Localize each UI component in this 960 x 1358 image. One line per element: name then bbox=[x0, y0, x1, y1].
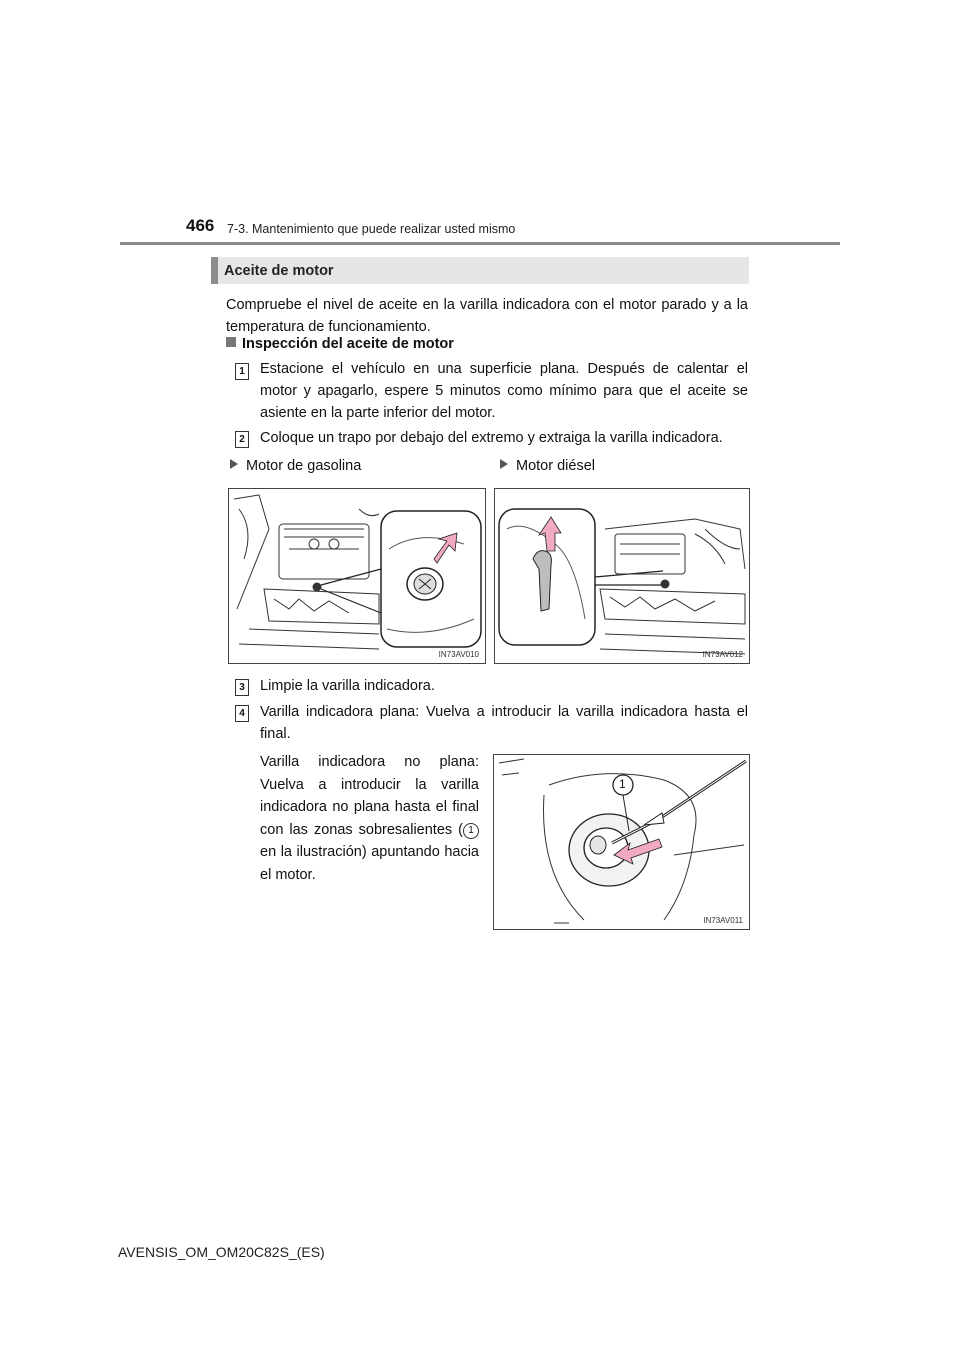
figure-code-dipstick: IN73AV011 bbox=[703, 916, 743, 925]
label-diesel bbox=[500, 458, 595, 474]
section-title: Aceite de motor bbox=[224, 263, 334, 279]
nonflat-text-after: en la ilustración) apuntando hacia el motor. bbox=[260, 844, 479, 883]
callout-number-inline: 1 bbox=[463, 823, 479, 839]
intro-paragraph: Compruebe el nivel de aceite en la varilla indicadora con el motor parado y a la temperatura de funcionamiento. bbox=[226, 297, 748, 335]
figure-callout-number: 1 bbox=[619, 777, 626, 791]
figure-code-gasoline: IN73AV010 bbox=[438, 650, 479, 659]
step-2-text: Coloque un trapo por debajo del extremo y extraiga la varilla indicadora. bbox=[260, 430, 723, 446]
nonflat-text-before: Varilla indicadora no plana: Vuelva a introducir la varilla indicadora no plana hasta el final con las zonas sobresalientes ( bbox=[260, 754, 479, 838]
subheading-text: Inspección del aceite de motor bbox=[242, 336, 454, 352]
triangle-bullet-icon bbox=[500, 459, 508, 469]
step-badge-2: 2 bbox=[235, 431, 249, 448]
figure-code-diesel: IN73AV012 bbox=[702, 650, 743, 659]
label-gasoline bbox=[230, 458, 361, 474]
figure-dipstick bbox=[493, 754, 750, 930]
figure-diesel-engine bbox=[494, 488, 750, 664]
step-3-text: Limpie la varilla indicadora. bbox=[260, 678, 435, 694]
figure-gasoline-engine bbox=[228, 488, 486, 664]
label-gasoline-text: Motor de gasolina bbox=[246, 458, 362, 474]
step-4-text: Varilla indicadora plana: Vuelva a introducir la varilla indicadora hasta el final. bbox=[260, 704, 748, 742]
gasoline-engine-illustration bbox=[229, 489, 485, 663]
step-badge-4: 4 bbox=[235, 705, 249, 722]
label-diesel-text: Motor diésel bbox=[516, 458, 595, 474]
step-badge-1: 1 bbox=[235, 363, 249, 380]
step-badge-3: 3 bbox=[235, 679, 249, 696]
triangle-bullet-icon bbox=[230, 459, 238, 469]
nonflat-dipstick-text bbox=[260, 751, 479, 886]
step-1-text: Estacione el vehículo en una superficie plana. Después de calentar el motor y apagarlo, espere 5 minutos como mínimo para que el aceite se asiente en la parte inferior del motor. bbox=[260, 361, 748, 421]
page-number: 466 bbox=[186, 216, 215, 235]
diesel-engine-illustration bbox=[495, 489, 749, 663]
subheading bbox=[226, 336, 454, 352]
header-divider bbox=[120, 242, 840, 245]
chapter-header: 7-3. Mantenimiento que puede realizar usted mismo bbox=[227, 222, 516, 236]
square-bullet-icon bbox=[226, 337, 236, 347]
footer-doc-id: AVENSIS_OM_OM20C82S_(ES) bbox=[118, 1244, 325, 1260]
